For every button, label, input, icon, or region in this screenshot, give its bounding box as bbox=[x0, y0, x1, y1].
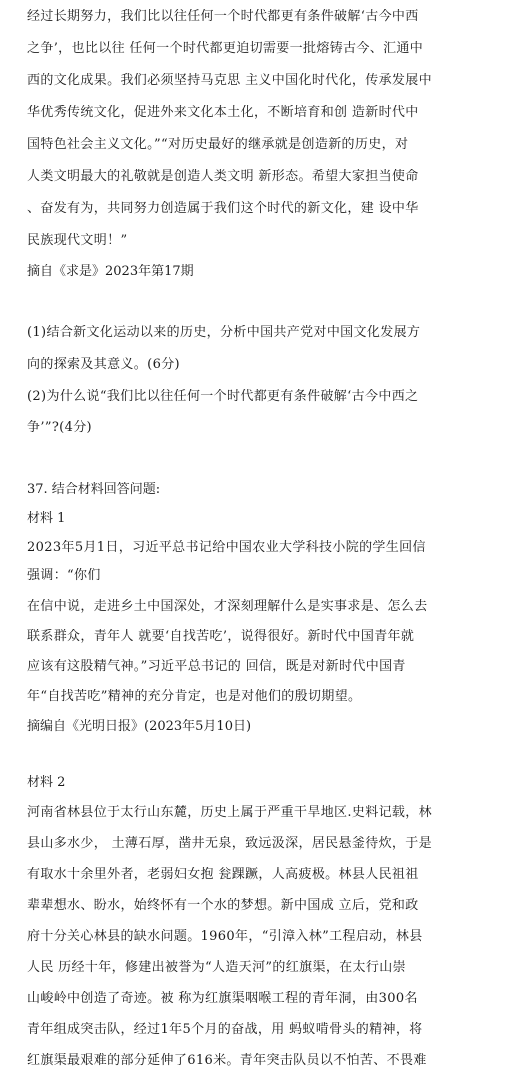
question-2-line: (2)为什么说“我们比以往任何一个时代都更有条件破解‘古今中西之 bbox=[27, 389, 419, 404]
material-1-line: 2023年5月1日，习近平总书记给中国农业大学科技小院的学生回信 bbox=[27, 540, 426, 555]
passage-line: 西的文化成果。我们必须坚持马克思 主义中国化时代化，传承发展中 bbox=[27, 73, 432, 88]
passage-line: 国特色社会主义文化。”“对历史最好的继承就是创造新的历史，对 bbox=[27, 137, 409, 152]
material-2-label: 材料 2 bbox=[27, 775, 66, 790]
material-2-line: 府十分关心林县的缺水问题。1960年，“引漳入林”工程启动，林县 bbox=[27, 929, 423, 944]
material-2-line: 红旗渠最艰难的部分延伸了616米。青年突击队员以不怕苦、不畏难 bbox=[27, 1053, 427, 1068]
passage-line: 、奋发有为，共同努力创造属于我们这个时代的新文化，建 设中华 bbox=[27, 201, 419, 216]
material-1-line: 强调：“你们 bbox=[27, 568, 101, 583]
material-1-line: 应该有这股精气神。”习近平总书记的 回信，既是对新时代中国青 bbox=[27, 659, 406, 674]
material-1-source: 摘编自《光明日报》(2023年5月10日) bbox=[27, 719, 252, 734]
question-2-line: 争’”?(4分) bbox=[27, 420, 92, 435]
passage-line: 人类文明最大的礼敬就是创造人类文明 新形态。希望大家担当使命 bbox=[27, 169, 419, 184]
passage-source: 摘自《求是》2023年第17期 bbox=[27, 264, 194, 279]
passage-line: 经过长期努力，我们比以往任何一个时代都更有条件破解‘古今中西 bbox=[27, 9, 419, 24]
material-2-line: 青年组成突击队，经过1年5个月的奋战，用 蚂蚁啃骨头的精神，将 bbox=[27, 1022, 423, 1037]
material-1-line: 年“自找苦吃”精神的充分肯定，也是对他们的殷切期望。 bbox=[27, 689, 362, 704]
question-37-heading: 37. 结合材料回答问题: bbox=[27, 482, 161, 497]
material-2-line: 山峻岭中创造了奇迹。被 称为红旗渠咽喉工程的青年洞，由300名 bbox=[27, 991, 418, 1006]
passage-line: 华优秀传统文化，促进外来文化本土化，不断培育和创 造新时代中 bbox=[27, 105, 419, 120]
material-2-line: 辈辈想水、盼水，始终怀有一个水的梦想。新中国成 立后，党和政 bbox=[27, 898, 419, 913]
question-1-line: (1)结合新文化运动以来的历史，分析中国共产党对中国文化发展方 bbox=[27, 325, 421, 340]
passage-line: 之争’，也比以往 任何一个时代都更迫切需要一批熔铸古今、汇通中 bbox=[27, 41, 424, 56]
material-2-line: 人民 历经十年，修建出被誉为“人造天河”的红旗渠，在太行山崇 bbox=[27, 960, 406, 975]
material-1-label: 材料 1 bbox=[27, 511, 66, 526]
material-2-line: 有取水十余里外者，老弱妇女抱 瓮踝蹶，人高疲极。林县人民祖祖 bbox=[27, 867, 419, 882]
material-2-line: 县山多水少， 土薄石厚，凿井无泉，致远汲深，居民悬釜待炊，于是 bbox=[27, 836, 432, 851]
material-2-line: 河南省林县位于太行山东麓，历史上属于严重干旱地区.史料记载，林 bbox=[27, 805, 432, 820]
material-1-line: 在信中说，走进乡土中国深处，才深刻理解什么是实事求是、怎么去 bbox=[27, 599, 428, 614]
material-1-line: 联系群众，青年人 就要‘自找苦吃’，说得很好。新时代中国青年就 bbox=[27, 629, 415, 644]
question-1-line: 向的探索及其意义。(6分) bbox=[27, 357, 180, 372]
passage-line: 民族现代文明！” bbox=[27, 233, 128, 248]
